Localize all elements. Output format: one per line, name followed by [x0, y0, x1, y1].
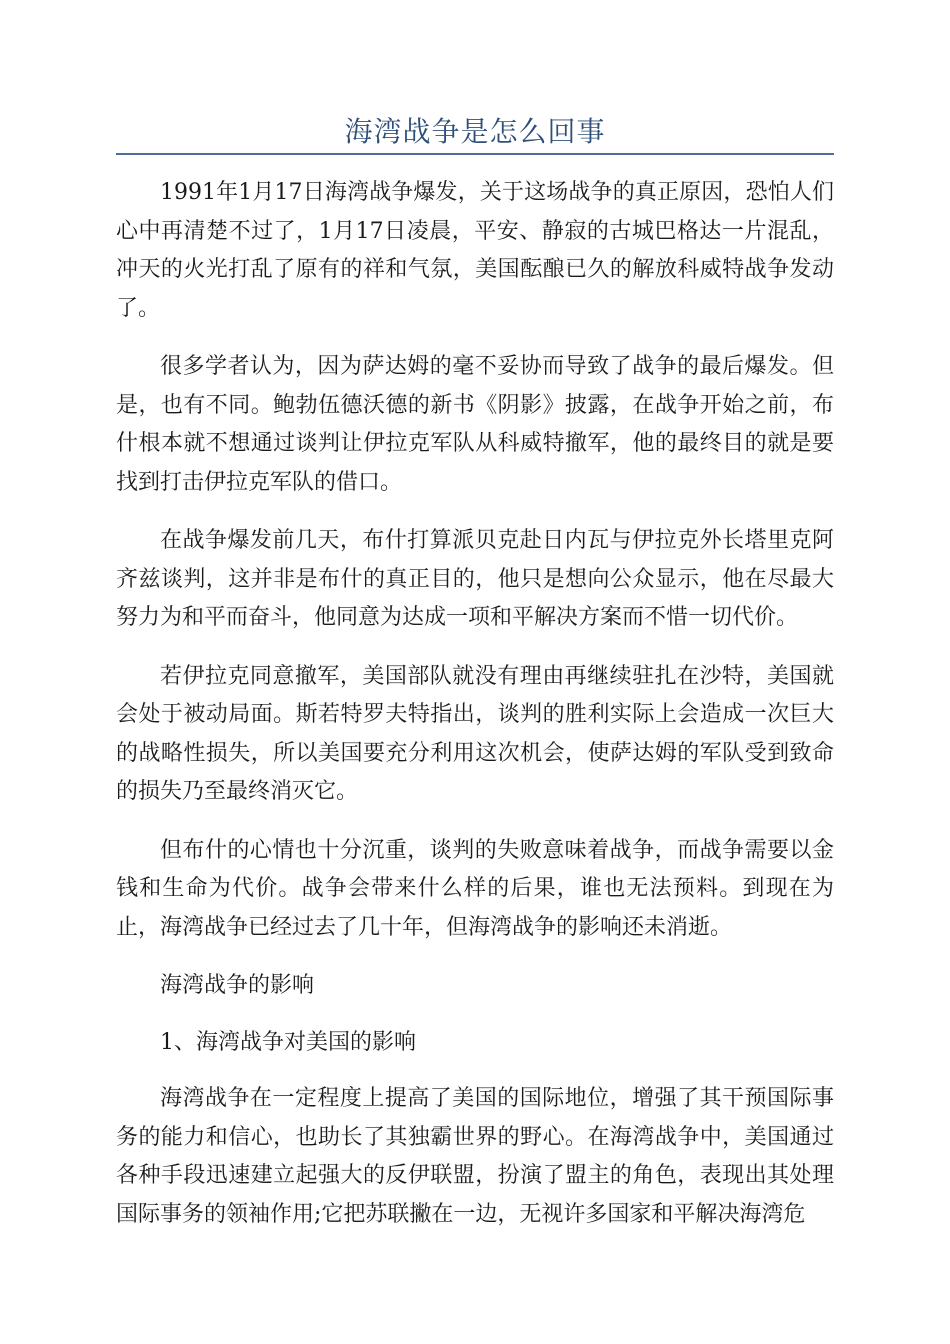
- paragraph-6: 海湾战争在一定程度上提高了美国的国际地位，增强了其干预国际事务的能力和信心，也助长了其独霸世界的野心。在海湾战争中，美国通过各种手段迅速建立起强大的反伊联盟，扮演了盟主的角色，表现出其处理国际事务的领袖作用;它把苏联撇在一边，无视许多国家和平解决海湾危: [116, 1086, 834, 1227]
- paragraph-2: 很多学者认为，因为萨达姆的毫不妥协而导致了战争的最后爆发。但是，也有不同。鲍勃伍德沃德的新书《阴影》披露，在战争开始之前，布什根本就不想通过谈判让伊拉克军队从科威特撤军，他的最终目的就是要找到打击伊拉克军队的借口。: [116, 354, 834, 495]
- title-underline: [116, 153, 834, 155]
- document-body: [116, 174, 834, 1254]
- document-title: 海湾战争是怎么回事: [344, 115, 606, 148]
- section-heading-impact: 海湾战争的影响: [160, 973, 315, 998]
- paragraph-1: 1991年1月17日海湾战争爆发，关于这场战争的真正原因，恐怕人们心中再清楚不过了，1月17日凌晨，平安、静寂的古城巴格达一片混乱，冲天的火光打乱了原有的祥和气氛，美国酝酿已久的解放科威特战争发动了。: [116, 180, 834, 321]
- paragraph-4: 若伊拉克同意撤军，美国部队就没有理由再继续驻扎在沙特，美国就会处于被动局面。斯若特罗夫特指出，谈判的胜利实际上会造成一次巨大的战略性损失，所以美国要充分利用这次机会，使萨达姆的军队受到致命的损失乃至最终消灭它。: [116, 663, 834, 804]
- paragraph-5: 但布什的心情也十分沉重，谈判的失败意味着战争，而战争需要以金钱和生命为代价。战争会带来什么样的后果，谁也无法预料。到现在为止，海湾战争已经过去了几十年，但海湾战争的影响还未消逝。: [116, 837, 834, 940]
- paragraph-3: 在战争爆发前几天，布什打算派贝克赴日内瓦与伊拉克外长塔里克阿齐兹谈判，这并非是布什的真正目的，他只是想向公众显示，他在尽最大努力为和平而奋斗，他同意为达成一项和平解决方案而不惜一切代价。: [116, 528, 834, 630]
- subsection-heading-us-impact: 1、海湾战争对美国的影响: [160, 1029, 416, 1055]
